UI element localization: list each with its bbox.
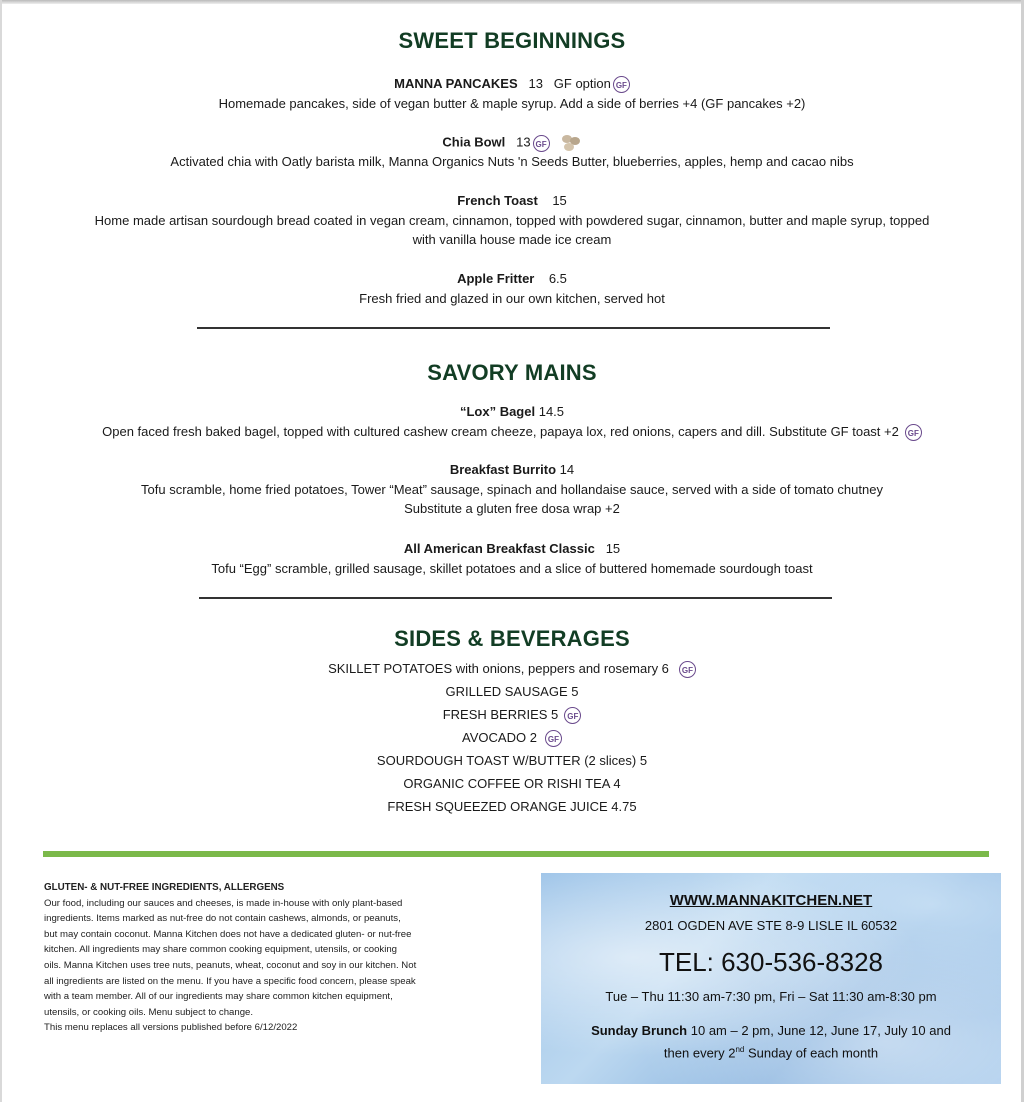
item-lox-bagel [0,403,1024,421]
item-chia-bowl [0,133,1024,153]
item-price: 15 [552,193,567,208]
side-item: GRILLED SAUSAGE 5 [445,684,579,699]
sides-beverages-title: SIDES & BEVERAGES [394,626,630,651]
gluten-free-icon: GF [679,661,696,678]
contact-panel [541,873,1001,1084]
item-price: 15 [605,541,621,556]
side-item [0,729,1024,747]
side-item: FRESH SQUEEZED ORANGE JUICE 4.75 [387,799,637,814]
item-name: Apple Fritter [457,271,535,286]
item-price: 14 [559,462,575,477]
footer-divider [43,851,989,857]
allergen-line: ingredients. Items marked as nut-free do not contain cashews, almonds, or peanuts, [44,913,401,925]
item-price: 14.5 [538,404,565,419]
side-item: ORGANIC COFFEE OR RISHI TEA 4 [403,776,621,791]
phone-number[interactable]: TEL: 630-536-8328 [658,947,884,977]
nut-free-icon [560,133,582,153]
item-manna-pancakes [0,75,1024,93]
website-link[interactable]: WWW.MANNAKITCHEN.NET [669,892,873,909]
brunch-sup: nd [735,1045,745,1054]
item-desc: Homemade pancakes, side of vegan butter & maple syrup. Add a side of berries +4 (GF pancakes +2) [218,96,806,111]
item-french-toast [0,192,1024,210]
item-name: All American Breakfast Classic [403,541,595,556]
brunch-schedule [541,1045,1001,1060]
item-name: MANNA PANCAKES [394,76,518,91]
item-desc: Tofu scramble, home fried potatoes, Tower “Meat” sausage, spinach and hollandaise sauce, served with a side of tomato chutney [141,482,883,497]
side-item-text: SKILLET POTATOES with onions, peppers and rosemary 6 [328,661,669,676]
brunch-text: 10 am – 2 pm, June 12, June 17, July 10 and [687,1023,951,1038]
item-desc: Home made artisan sourdough bread coated in vegan cream, cinnamon, topped with powdered sugar, cinnamon, butter and maple syrup, topped [94,213,930,228]
item-price: 6.5 [548,271,567,286]
side-item: SOURDOUGH TOAST W/BUTTER (2 slices) 5 [376,753,648,768]
allergen-line: Our food, including our sauces and cheeses, is made in-house with only plant-based [44,897,403,909]
gluten-free-icon: GF [905,424,922,441]
side-item-text: FRESH BERRIES 5 [442,707,559,722]
allergen-line: utensils, or cooking oils. Menu subject to change. [44,1006,254,1018]
item-name: French Toast [457,193,538,208]
item-name: Chia Bowl [442,134,506,150]
side-item [0,706,1024,724]
side-item [0,660,1024,678]
top-edge [0,0,1024,4]
item-desc: Fresh fried and glazed in our own kitchen, served hot [359,291,665,306]
allergen-line: all ingredients are listed on the menu. If you have a specific food concern, please speak [44,975,416,987]
item-desc [0,423,1024,441]
item-name: “Lox” Bagel [459,404,536,419]
gluten-free-icon: GF [613,76,630,93]
allergen-title: GLUTEN- & NUT-FREE INGREDIENTS, ALLERGENS [44,882,285,893]
item-desc: with vanilla house made ice cream [412,232,612,247]
sweet-beginnings-title: SWEET BEGINNINGS [398,28,626,53]
section-divider [199,597,832,599]
address: 2801 OGDEN AVE STE 8-9 LISLE IL 60532 [644,918,898,933]
item-all-american-classic [0,540,1024,558]
gluten-free-icon: GF [545,730,562,747]
item-name: Breakfast Burrito [449,462,557,477]
item-price: 13 [516,134,531,150]
allergen-line: oils. Manna Kitchen uses tree nuts, peanuts, wheat, coconut and soy in our kitchen. Not [44,959,417,971]
allergen-line: with a team member. All of our ingredients may share common kitchen equipment, [44,991,393,1003]
item-breakfast-burrito [0,461,1024,479]
item-desc: Activated chia with Oatly barista milk, Manna Organics Nuts 'n Seeds Butter, blueberries, apples, hemp and cacao nibs [170,154,854,169]
gluten-free-icon: GF [564,707,581,724]
item-apple-fritter [0,270,1024,288]
section-divider [197,327,830,329]
item-desc: Tofu “Egg” scramble, grilled sausage, skillet potatoes and a slice of buttered homemade sourdough toast [211,561,813,576]
opening-hours: Tue – Thu 11:30 am-7:30 pm, Fri – Sat 11:30 am-8:30 pm [605,989,937,1004]
gf-option-text: GF option [553,76,611,91]
brunch-line2a: then every 2 [663,1045,736,1061]
brunch-line2b: Sunday of each month [744,1045,879,1061]
allergen-notice [44,880,514,1036]
gluten-free-icon: GF [533,135,550,152]
allergen-line: kitchen. All ingredients may share common cooking equipment, utensils, or cooking [44,944,398,956]
allergen-line: This menu replaces all versions published before 6/12/2022 [44,1022,298,1034]
brunch-label: Sunday Brunch [591,1023,688,1038]
item-price: 13 [528,76,543,91]
allergen-line: but may contain coconut. Manna Kitchen does not have a dedicated gluten- or nut-free [44,928,412,940]
item-desc: Substitute a gluten free dosa wrap +2 [404,501,620,516]
savory-mains-title: SAVORY MAINS [427,360,597,385]
item-desc-text: Open faced fresh baked bagel, topped with cultured cashew cream cheeze, papaya lox, red onions, capers and dill. Substitute GF toast +2 [102,424,899,439]
side-item-text: AVOCADO 2 [462,730,537,745]
brunch-hours [541,1023,1001,1038]
